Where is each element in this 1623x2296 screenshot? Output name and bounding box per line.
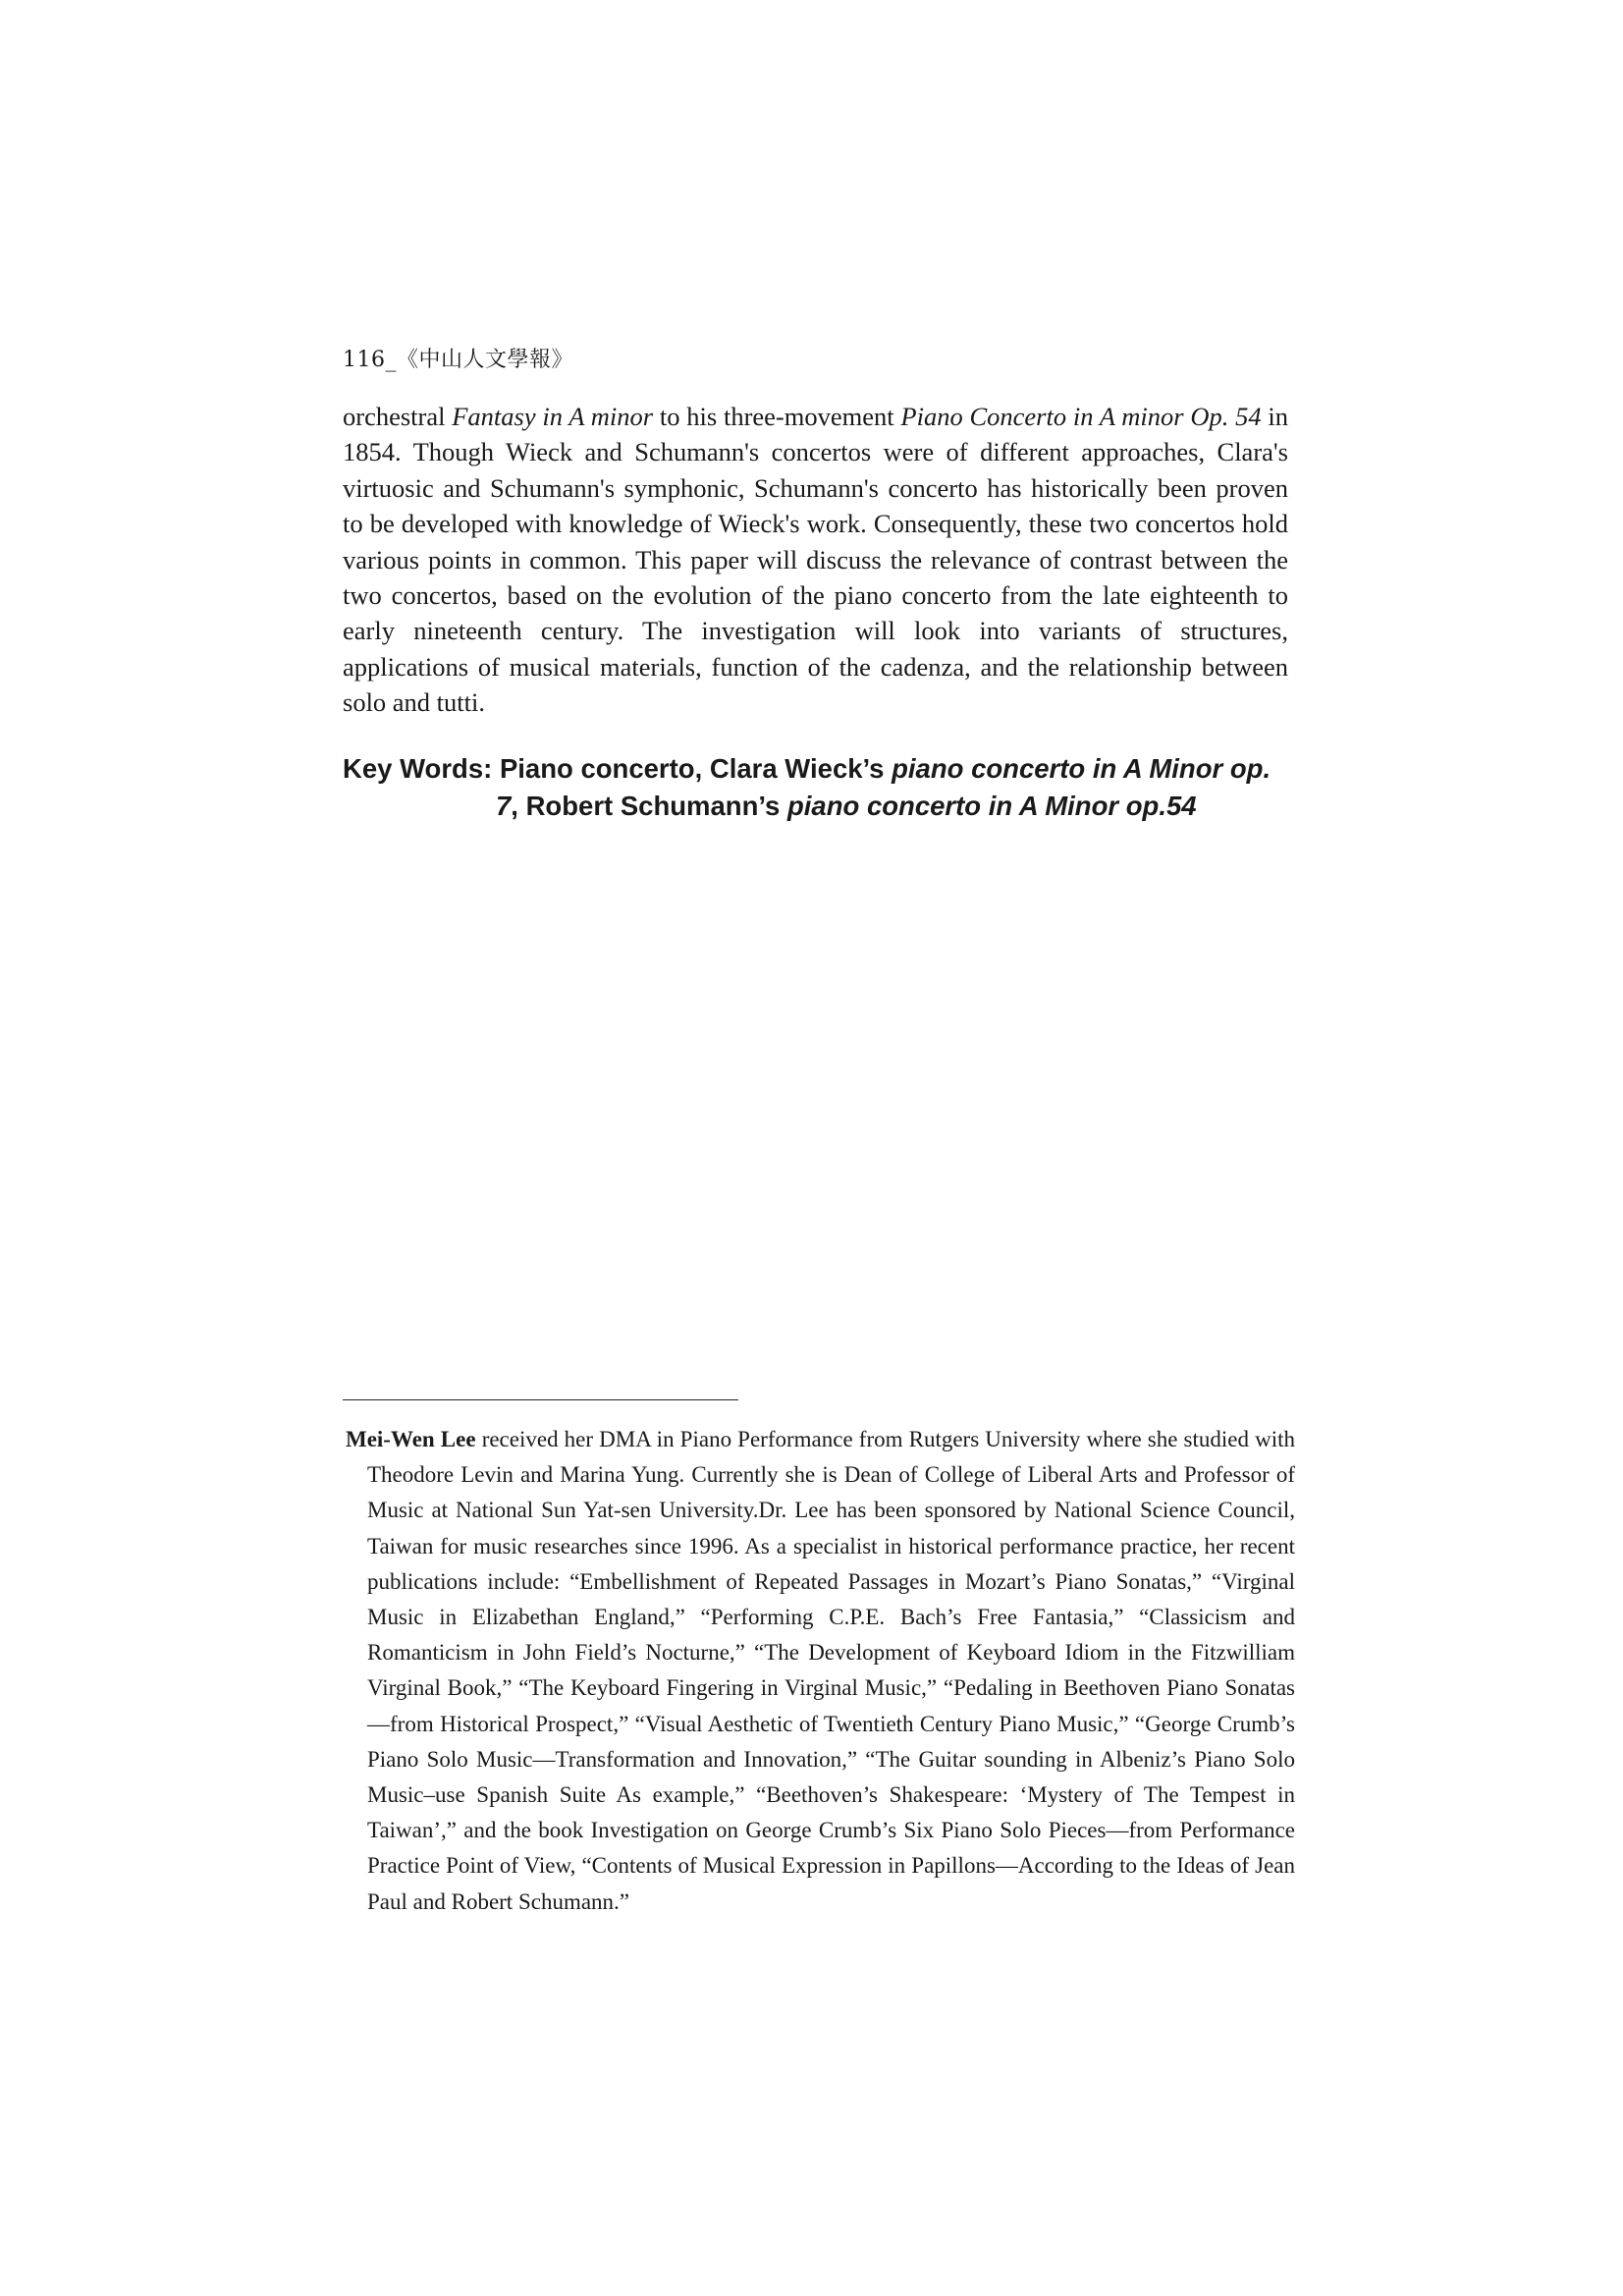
abstract-work-title-1: Fantasy in A minor	[452, 402, 654, 431]
footnote-text: received her DMA in Piano Performance from Rutgers University where she studied with Theodore Levin and Marina Yung. Currently she is Dean of College of Liberal Arts and Professor of Music at National Sun Yat-sen University.Dr. Lee has been sponsored by National Science Council, Taiwan for music researches since 1996. As a specialist in historical performance practice, her recent publications include: “Embellishment of Repeated Passages in Mozart’s Piano Sonatas,” “Virginal Music in Elizabethan England,” “Performing C.P.E. Bach’s Free Fantasia,” “Classicism and Romanticism in John Field’s Nocturne,” “The Development of Keyboard Idiom in the Fitzwilliam Virginal Book,” “The Keyboard Fingering in Virginal Music,” “Pedaling in Beethoven Piano Sonatas—from Historical Prospect,” “Visual Aesthetic of Twentieth Century Piano Music,” “George Crumb’s Piano Solo Music—Transformation and Innovation,” “The Guitar sounding in Albeniz’s Piano Solo Music–use Spanish Suite As example,” “Beethoven’s Shakespeare: ‘Mystery of The Tempest in Taiwan’,” and the book Investigation on George Crumb’s Six Piano Solo Pieces—from Performance Practice Point of View, “Contents of Musical Expression in Papillons—According to the Ideas of Jean Paul and Robert Schumann.”	[367, 1427, 1295, 1914]
keywords	[343, 750, 1288, 825]
author-footnote	[346, 1422, 1295, 1920]
abstract-paragraph	[343, 399, 1288, 721]
abstract-text-1: orchestral	[343, 402, 453, 431]
abstract-work-title-2: Piano Concerto in A minor Op. 54	[900, 402, 1262, 431]
keywords-label: Key Words: Piano concerto, Clara Wieck’s	[343, 753, 893, 784]
footnote-rule	[343, 1399, 738, 1400]
footnote-author-name: Mei-Wen Lee	[346, 1427, 476, 1451]
keywords-work-1: piano concerto in A Minor op. 7	[496, 753, 1271, 821]
abstract-text-3: in 1854. Though Wieck and Schumann's concertos were of different approaches, Clara's virtuosic and Schumann's symphonic, Schumann's concerto has historically been proven to be developed with knowledge of Wieck's work. Consequently, these two concertos hold various points in common. This paper will discuss the relevance of contrast between the two concertos, based on the evolution of the piano concerto from the late eighteenth to early nineteenth century. The investigation will look into variants of structures, applications of musical materials, function of the cadenza, and the relationship between solo and tutti.	[343, 402, 1289, 718]
keywords-separator: , Robert Schumann’s	[511, 791, 787, 821]
running-head: 116_《中山人文學報》	[343, 348, 573, 372]
abstract-text-2: to his three-movement	[653, 402, 901, 431]
keywords-work-2: piano concerto in A Minor op.54	[786, 791, 1197, 821]
